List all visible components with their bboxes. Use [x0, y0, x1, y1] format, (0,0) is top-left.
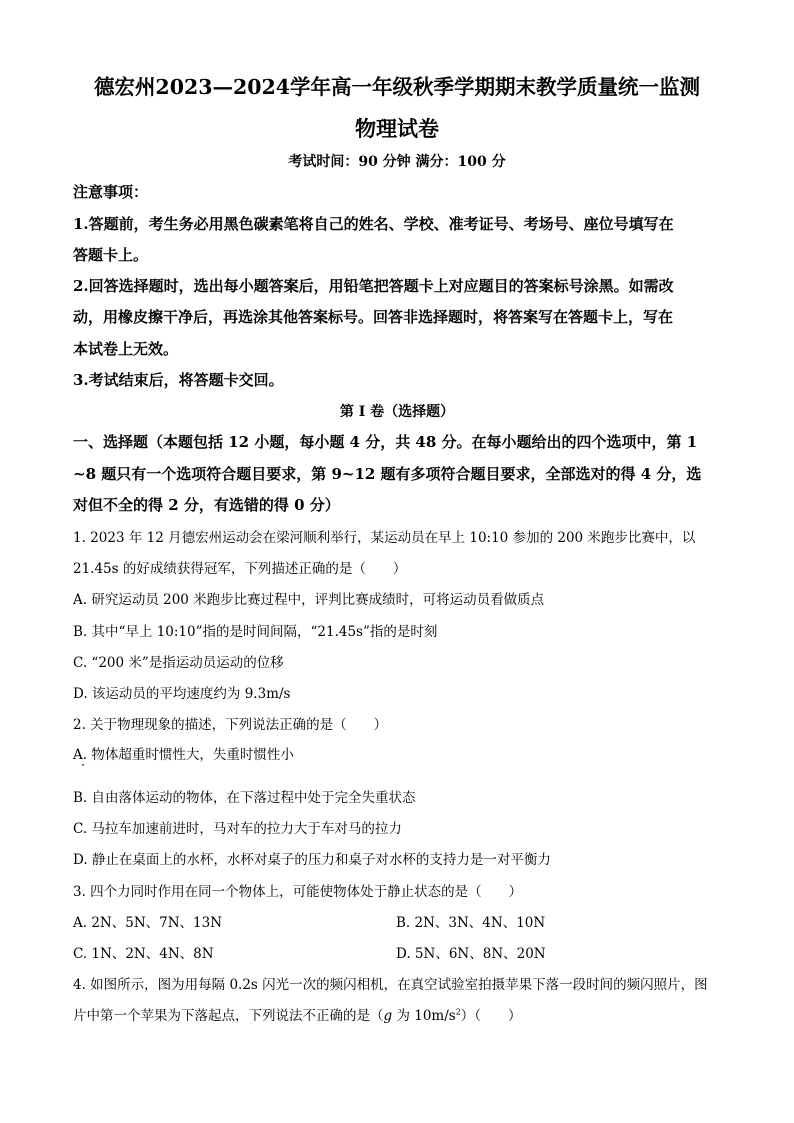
- q3-option-d: D. 5N、6N、8N、20N: [396, 946, 546, 962]
- q3-option-b: B. 2N、3N、4N、10N: [396, 915, 546, 931]
- exam-title: 德宏州2023—2024学年高一年级秋季学期期末教学质量统一监测: [93, 75, 701, 99]
- q1-stem-line-2: 21.45s 的好成绩获得冠军，下列描述正确的是（ ）: [73, 561, 407, 577]
- q3-stem: 3. 四个力同时作用在同一个物体上，可能使物体处于静止状态的是（ ）: [73, 884, 523, 900]
- section-intro-line-1: 一、选择题（本题包括 12 小题，每小题 4 分，共 48 分。在每小题给出的四个选项中，第 1: [73, 433, 698, 451]
- stray-dot: [82, 764, 84, 766]
- q2-stem: 2. 关于物理现象的描述，下列说法正确的是（ ）: [73, 717, 388, 733]
- notice-item-2-line-2: 动，用橡皮擦干净后，再选涂其他答案标号。回答非选择题时，将答案写在答题卡上，写在: [73, 308, 674, 326]
- q2-option-c: C. 马拉车加速前进时，马对车的拉力大于车对马的拉力: [73, 821, 402, 837]
- q4-stem-line-2-pre: 片中第一个苹果为下落起点，下列说法不正确的是（: [73, 1008, 384, 1024]
- notice-item-3: 3.考试结束后，将答题卡交回。: [73, 371, 284, 389]
- q1-option-b: B. 其中“早上 10:10”指的是时间间隔，“21.45s”指的是时刻: [73, 624, 438, 640]
- notice-item-1-line-1: 1.答题前，考生务必用黑色碳素笔将自己的姓名、学校、准考证号、考场号、座位号填写在: [73, 215, 674, 233]
- q4-stem-line-2: [73, 1004, 724, 1024]
- q1-stem-line-1: 1. 2023 年 12 月德宏州运动会在梁河顺利举行，某运动员在早上 10:10 参加的 200 米跑步比赛中，以: [73, 530, 696, 546]
- q1-option-c: C. “200 米”是指运动员运动的位移: [73, 655, 284, 671]
- notice-item-2-line-1: 2.回答选择题时，选出每小题答案后，用铅笔把答题卡上对应题目的答案标号涂黑。如需改: [73, 277, 674, 295]
- q4-superscript: 2: [455, 1007, 461, 1017]
- q2-option-a: A. 物体超重时惯性大，失重时惯性小: [73, 747, 294, 763]
- exam-subtitle: 物理试卷: [355, 116, 439, 141]
- q1-option-a: A. 研究运动员 200 米跑步比赛过程中，评判比赛成绩时，可将运动员看做质点: [73, 592, 545, 608]
- notice-item-1-line-2: 答题卡上。: [73, 246, 149, 264]
- g-symbol: g: [383, 1008, 393, 1024]
- section-intro-line-2: ~8 题只有一个选项符合题目要求，第 9~12 题有多项符合题目要求，全部选对的得 4 分，选: [73, 465, 702, 483]
- q4-stem-line-1: 4. 如图所示，图为用每隔 0.2s 闪光一次的频闪相机，在真空试验室拍摄苹果下落一段时间的频闪照片，图: [73, 977, 708, 993]
- q2-option-b: B. 自由落体运动的物体，在下落过程中处于完全失重状态: [73, 790, 416, 806]
- part-title: 第 I 卷（选择题）: [339, 404, 455, 420]
- notice-item-2-line-3: 本试卷上无效。: [73, 340, 179, 358]
- q4-stem-line-2-mid: 为 10m/s: [392, 1008, 456, 1024]
- q2-option-d: D. 静止在桌面上的水杯，水杯对桌子的压力和桌子对水杯的支持力是一对平衡力: [73, 852, 551, 868]
- q3-option-a: A. 2N、5N、7N、13N: [73, 915, 223, 931]
- q3-option-c: C. 1N、2N、4N、8N: [73, 946, 214, 962]
- section-intro-line-3: 对但不全的得 2 分，有选错的得 0 分）: [73, 496, 340, 514]
- q1-option-d: D. 该运动员的平均速度约为 9.3m/s: [73, 686, 291, 702]
- notice-heading: 注意事项：: [73, 183, 149, 201]
- q4-stem-line-2-post: ）（ ）: [460, 1008, 522, 1024]
- exam-meta: 考试时间：90 分钟 满分：100 分: [288, 154, 506, 170]
